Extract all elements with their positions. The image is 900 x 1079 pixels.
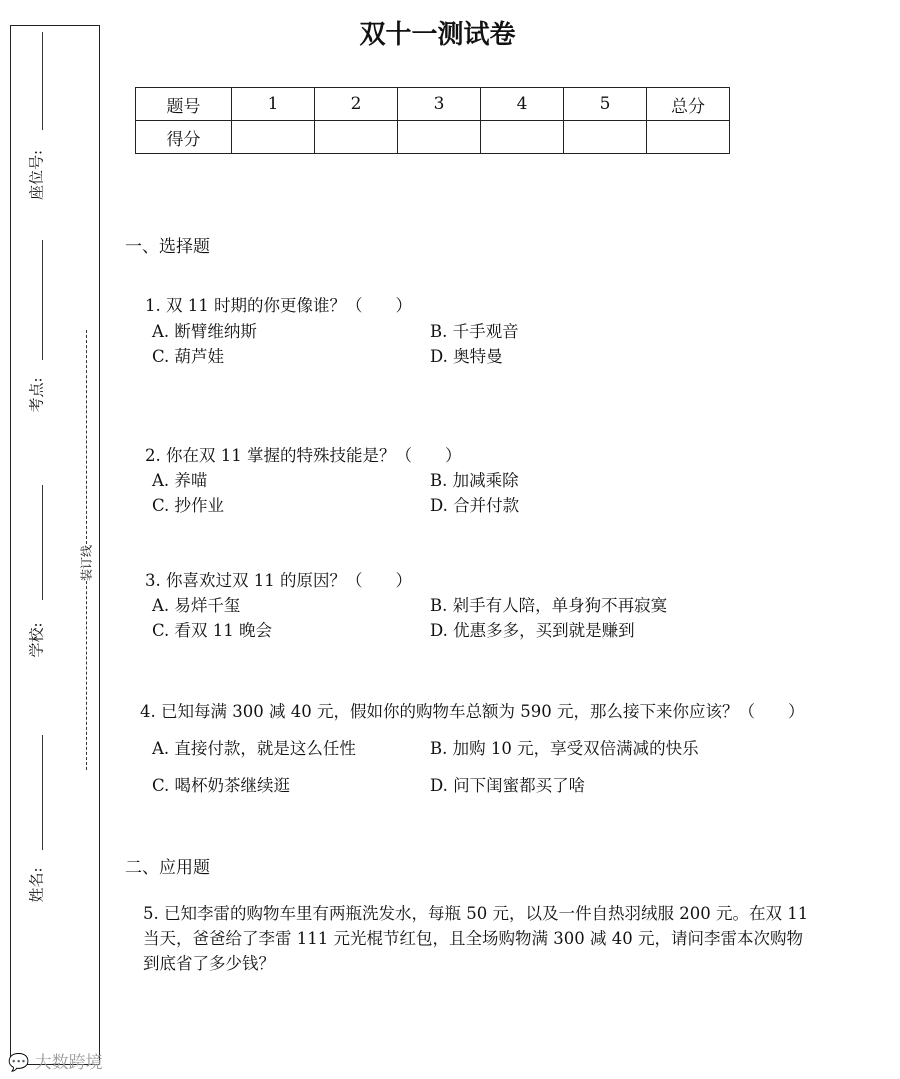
option-2a: A. 养喵 [152,471,208,490]
table-cell: 题号 [136,88,232,121]
question-5-line-1: 5. 已知李雷的购物车里有两瓶洗发水，每瓶 50 元，以及一件自热羽绒服 200 元。在双 11 [143,904,809,923]
option-4a: A. 直接付款，就是这么任性 [152,739,356,758]
seat-number-label: 座位号: [27,149,46,201]
score-cell [315,121,398,154]
score-cell [481,121,564,154]
table-cell: 5 [564,88,647,121]
option-1c: C. 葫芦娃 [152,347,225,366]
table-cell: 1 [232,88,315,121]
watermark-text: 大数跨境 [34,1053,103,1073]
section-title-choice: 一、选择题 [125,237,210,257]
name-label: 姓名: [27,867,46,903]
school-line [42,485,43,600]
score-cell [398,121,481,154]
page-title: 双十一测试卷 [359,20,516,50]
option-3b: B. 剁手有人陪，单身狗不再寂寞 [430,596,668,615]
question-5-line-2: 当天，爸爸给了李雷 111 元光棍节红包，且全场购物满 300 减 40 元，请问李雷本次购物 [143,929,803,948]
binding-line-label: 装订线 [76,545,97,581]
option-1a: A. 断臂维纳斯 [152,322,257,341]
option-4b: B. 加购 10 元，享受双倍满减的快乐 [430,739,699,758]
option-1d: D. 奥特曼 [430,347,503,366]
table-cell: 4 [481,88,564,121]
question-5-line-3: 到底省了多少钱？ [143,954,275,973]
exam-site-label: 考点: [27,377,46,413]
school-label: 学校: [27,622,46,658]
table-cell: 得分 [136,121,232,154]
question-2: 2. 你在双 11 掌握的特殊技能是？（ ） [145,446,462,465]
watermark [8,1048,103,1073]
table-cell: 3 [398,88,481,121]
score-table [135,87,730,154]
table-cell: 总分 [647,88,730,121]
question-1: 1. 双 11 时期的你更像谁？（ ） [145,296,412,315]
table-row [136,88,730,121]
exam-site-line [42,240,43,360]
question-4: 4. 已知每满 300 减 40 元，假如你的购物车总额为 590 元，那么接下来你应该？（ ） [140,702,805,721]
chat-bubble-icon: 💬 [8,1053,30,1073]
option-2b: B. 加减乘除 [430,471,519,490]
score-cell [232,121,315,154]
option-3c: C. 看双 11 晚会 [152,621,273,640]
question-5 [143,901,883,976]
score-cell [564,121,647,154]
option-3d: D. 优惠多多，买到就是赚到 [430,621,635,640]
name-line [42,735,43,850]
score-cell [647,121,730,154]
table-cell: 2 [315,88,398,121]
option-2d: D. 合并付款 [430,496,520,515]
section-title-application: 二、应用题 [125,858,210,878]
question-3: 3. 你喜欢过双 11 的原因？（ ） [145,571,412,590]
option-4c: C. 喝杯奶茶继续逛 [152,776,291,795]
option-4d: D. 问下闺蜜都买了啥 [430,776,586,795]
option-1b: B. 千手观音 [430,322,519,341]
table-row [136,121,730,154]
option-2c: C. 抄作业 [152,496,225,515]
option-3a: A. 易烊千玺 [152,596,241,615]
